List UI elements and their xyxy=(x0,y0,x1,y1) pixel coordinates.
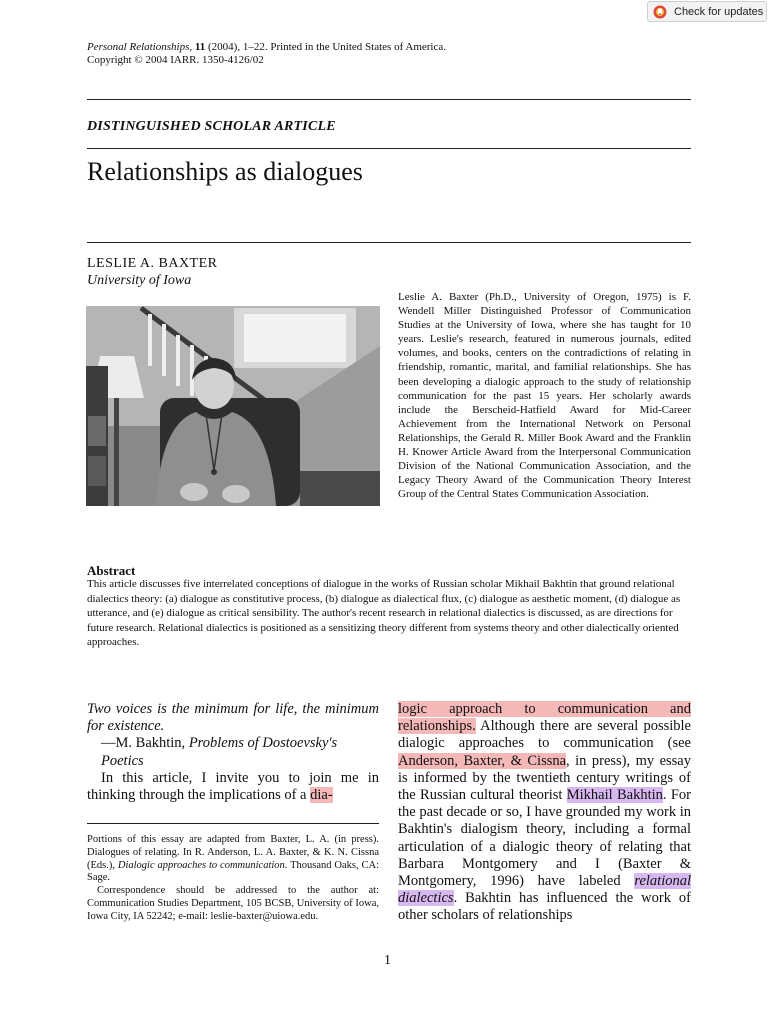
attribution-work: Problems of Dostoevsky's Poetics xyxy=(101,735,338,769)
journal-volume: 11 xyxy=(194,41,206,53)
journal-name: Personal Relationships xyxy=(87,41,190,53)
title-rule xyxy=(87,242,691,243)
category-rule xyxy=(87,148,691,149)
intro-text: In this article, I invite you to join me in thinking through the implications of a xyxy=(87,769,379,804)
footnote-paragraph-1 xyxy=(87,834,379,885)
footnote-book-title: Dialogic approaches to communication xyxy=(117,859,285,871)
highlight-bakhtin: Mikhail Bakhtin xyxy=(566,787,663,804)
crossmark-icon xyxy=(653,5,667,19)
author-name: LESLIE A. BAXTER xyxy=(87,256,218,271)
copyright-line: Copyright © 2004 IARR. 1350-4126/02 xyxy=(87,54,264,66)
body-text-3: . For the past decade or so, I have grounded my work in Bakhtin's dialogism theory, including a formal articulation of a dialogic theory of relating that Barbara Montgomery and I (Baxter & Montgomery, 1996) have labeled xyxy=(398,787,691,890)
journal-header: Personal Relationships, 11 (2004), 1–22. Printed in the United States of America. Copyright © 2004 IARR. 1350-4126/02 xyxy=(87,41,687,67)
attribution-prefix: —M. Bakhtin, xyxy=(101,735,189,752)
check-for-updates-button[interactable] xyxy=(647,1,767,22)
highlight-relational-dialectics: relational dialectics xyxy=(398,873,691,907)
journal-citation: (2004), 1–22. Printed in the United States of America. xyxy=(205,41,446,53)
intro-paragraph xyxy=(87,770,379,804)
footnote-rule xyxy=(87,823,379,824)
left-column xyxy=(87,701,379,804)
check-for-updates-label: Check for updates xyxy=(674,5,764,18)
epigraph-attribution xyxy=(87,735,379,769)
body-text-1: Although there are several possible dialogic approaches to communication (see xyxy=(398,718,691,752)
page-number: 1 xyxy=(384,953,391,968)
body-text-2: , in press), my essay is informed by the twentieth century writings of the Russian cultural theorist xyxy=(398,752,691,804)
header-rule xyxy=(87,99,691,100)
highlight-dialogic-approach: logic approach to communication and relationships. xyxy=(398,701,691,735)
author-photo xyxy=(86,306,380,506)
footnote-text: Portions of this essay are adapted from Baxter, L. A. (in press). Dialogues of relating. In R. Anderson, L. A. Baxter, & K. N. Cissna (Eds.), xyxy=(87,834,379,871)
author-bio: Leslie A. Baxter (Ph.D., University of Oregon, 1975) is F. Wendell Miller Distinguished Professor of Communication Studies at the University of Iowa, where she has taught for 10 years. Leslie's research, featured in numerous journals, edited volumes, and books, centers on the contradictions of relating in friendship, romantic, marital, and familial relationships. She has been developing a dialogic approach to the study of relationship communication for the past 15 years. Her scholarly awards include the Berscheid-Hatfield Award for Mid-Career Achievement from the International Network on Personal Relationships, the Gerald R. Miller Book Award and the Franklin H. Knower Article Award from the Interpersonal Communication Division of the National Communication Association, and the Legacy Theory Award of the Communication Theory Interest Group of the Central States Communication Association. xyxy=(398,291,691,501)
highlight-citation: Anderson, Baxter, & Cissna xyxy=(398,752,567,769)
footnote xyxy=(87,834,379,924)
body-text-4: . Bakhtin has influenced the work of other scholars of relationships xyxy=(398,890,691,924)
abstract-body: This article discusses five interrelated conceptions of dialogue in the works of Russian scholar Mikhail Bakhtin that ground relational dialectics theory: (a) dialogue as constitutive process, (b) dialogue as dialectical flux, (c) dialogue as aesthetic moment, (d) dialogue as utterance, and (e) dialogue as critical sensibility. The author's recent research in relational dialectics is discussed, as are directions for future research. Relational dialectics is positioned as a sensitizing theory different from systems theory and other dialectically oriented approaches. xyxy=(87,578,681,648)
epigraph: Two voices is the minimum for life, the minimum for existence. xyxy=(87,701,379,735)
right-column xyxy=(398,701,691,925)
footnote-paragraph-2: Correspondence should be addressed to the author at: Communication Studies Department, 105 BCSB, University of Iowa, Iowa City, IA 52242; e-mail: leslie-baxter@uiowa.edu. xyxy=(87,885,379,922)
article-category: DISTINGUISHED SCHOLAR ARTICLE xyxy=(87,119,336,134)
abstract-heading: Abstract xyxy=(87,563,136,578)
footnote-publisher: . Thousand Oaks, CA: Sage. xyxy=(87,859,379,884)
body-paragraph xyxy=(398,701,691,925)
highlight-dia: dia- xyxy=(310,787,333,804)
article-title: Relationships as dialogues xyxy=(87,157,363,186)
author-affiliation: University of Iowa xyxy=(87,273,192,288)
